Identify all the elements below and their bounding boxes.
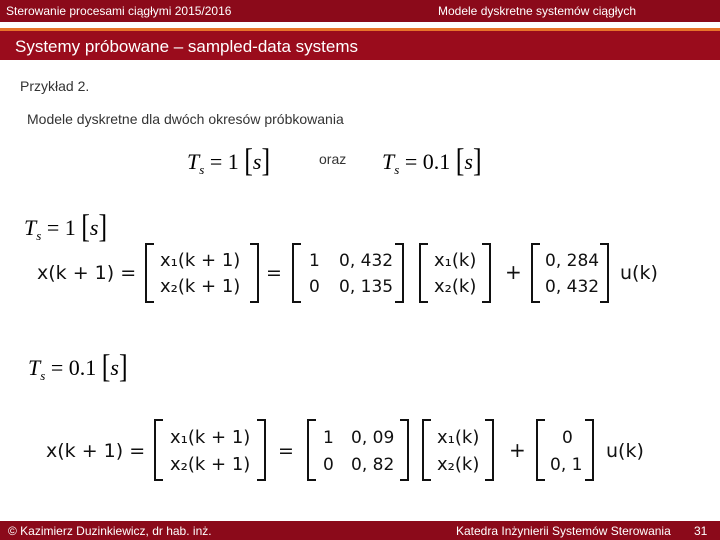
case2-ts-label: $T_s = 0.1$ [s]: [28, 348, 128, 385]
slide-title-bar: [0, 28, 720, 60]
case1-x-1: x₁(k): [434, 250, 477, 271]
case2-lhs: x(k + 1) =: [46, 440, 146, 462]
case1-x-2: x₂(k): [434, 276, 477, 297]
case1-b-2: 0, 432: [545, 277, 600, 297]
case1-state-equation: [0, 238, 720, 308]
case1-plus: +: [505, 260, 522, 284]
conjunction: oraz: [319, 151, 347, 167]
case2-plus: +: [509, 438, 526, 462]
case1-a-22: 0, 135: [339, 277, 394, 297]
course-title: Sterowanie procesami ciągłymi 2015/2016: [6, 4, 232, 18]
ts-definition-2: $T_s = 0.1$ [s]: [382, 142, 482, 179]
case2-x-2: x₂(k): [437, 454, 480, 475]
case2-state-1: x₁(k + 1): [170, 427, 251, 448]
footer-bar: [0, 521, 720, 540]
case2-a-21: 0: [323, 455, 334, 475]
case1-a-12: 0, 432: [339, 251, 394, 271]
case2-x-1: x₁(k): [437, 427, 480, 448]
case2-b-2: 0, 1: [550, 455, 583, 475]
case2-input: u(k): [606, 440, 644, 462]
case2-state-2: x₂(k + 1): [170, 454, 251, 475]
case1-equals: =: [266, 262, 282, 284]
case2-equals: =: [278, 440, 294, 462]
ts-definition-1: $T_s = 1$ [s]: [187, 142, 271, 179]
case2-a-12: 0, 09: [351, 428, 395, 448]
case2-a-22: 0, 82: [351, 455, 395, 475]
section-title: Modele dyskretne systemów ciągłych: [438, 4, 637, 18]
case2-b-1: 0: [562, 428, 573, 448]
case1-a-11: 1: [309, 251, 320, 271]
case1-a-21: 0: [309, 277, 320, 297]
case1-lhs: x(k + 1) =: [37, 262, 137, 284]
case1-ts-label: $T_s = 1$ [s]: [24, 208, 108, 245]
case1-input: u(k): [620, 262, 658, 284]
subtitle: Modele dyskretne dla dwóch okresów próbkowania: [27, 111, 344, 127]
header-bar: [0, 0, 720, 22]
case1-b-1: 0, 284: [545, 251, 600, 271]
case1-state-1: x₁(k + 1): [160, 250, 241, 271]
page-number: 31: [694, 524, 708, 538]
example-label: Przykład 2.: [20, 78, 90, 94]
slide-title: Systemy próbowane – sampled-data systems: [15, 37, 358, 56]
case2-state-equation: [0, 414, 720, 484]
case1-state-2: x₂(k + 1): [160, 276, 241, 297]
case2-a-11: 1: [323, 428, 334, 448]
footer-author: © Kazimierz Duzinkiewicz, dr hab. inż.: [8, 524, 212, 538]
footer-department: Katedra Inżynierii Systemów Sterowania: [456, 524, 671, 538]
